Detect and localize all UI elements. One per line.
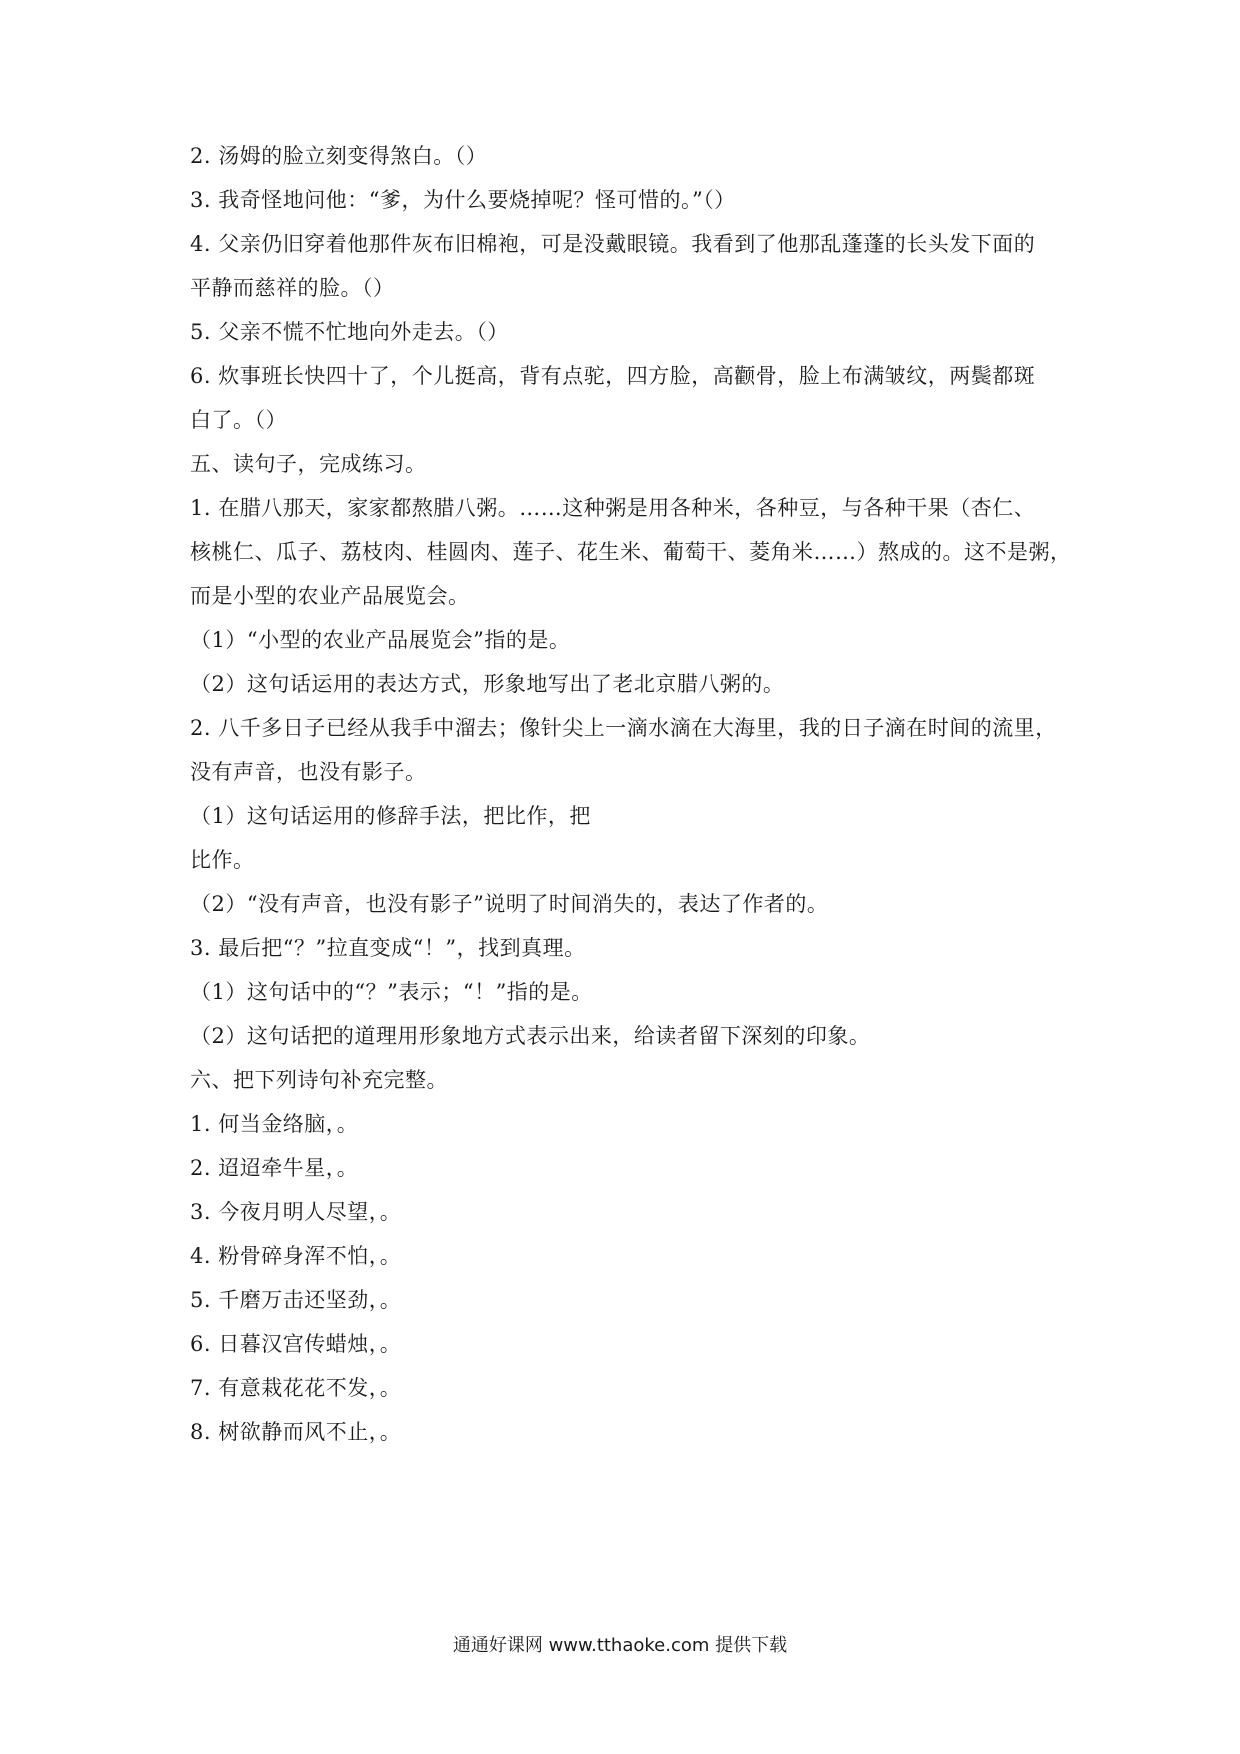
text-line: 平静而慈祥的脸。（） <box>190 276 395 300</box>
text-line: （1）“小型的农业产品展览会”指的是。 <box>190 628 571 652</box>
text-line: （1）这句话运用的修辞手法，把比作，把 <box>190 804 591 828</box>
text-line: 2. 迢迢牵牛星，。 <box>190 1156 359 1180</box>
text-line: 2. 八千多日子已经从我手中溜去；像针尖上一滴水滴在大海里，我的日子滴在时间的流里， <box>190 716 1057 740</box>
page-footer: 通通好课网 www.tthaoke.com 提供下载 <box>452 1635 788 1656</box>
text-line: 比作。 <box>190 848 255 872</box>
text-line: 5. 千磨万击还坚劲，。 <box>190 1288 402 1312</box>
text-line: 1. 何当金络脑，。 <box>190 1112 359 1136</box>
text-line: 1. 在腊八那天，家家都熬腊八粥。……这种粥是用各种米，各种豆，与各种干果（杏仁、 <box>190 496 1036 520</box>
text-line: 3. 今夜月明人尽望，。 <box>190 1200 402 1224</box>
text-line: 3. 我奇怪地问他：“爹，为什么要烧掉呢？怪可惜的。”（） <box>190 188 736 212</box>
text-line: 而是小型的农业产品展览会。 <box>190 584 470 608</box>
text-line: 4. 粉骨碎身浑不怕，。 <box>190 1244 402 1268</box>
text-line: 6. 日暮汉宫传蜡烛，。 <box>190 1332 402 1356</box>
text-line: 8. 树欲静而风不止，。 <box>190 1420 402 1444</box>
text-line: 白了。（） <box>190 408 287 432</box>
text-line: （1）这句话中的“？”表示；“！”指的是。 <box>190 980 593 1004</box>
text-line: 3. 最后把“？”拉直变成“！”，找到真理。 <box>190 936 586 960</box>
text-line: （2）“没有声音，也没有影子”说明了时间消失的，表达了作者的。 <box>190 892 829 916</box>
text-line: 五、读句子，完成练习。 <box>190 452 427 476</box>
text-line: 7. 有意栽花花不发，。 <box>190 1376 402 1400</box>
text-line: （2）这句话把的道理用形象地方式表示出来，给读者留下深刻的印象。 <box>190 1024 871 1048</box>
text-line: 2. 汤姆的脸立刻变得煞白。（） <box>190 144 488 168</box>
text-line: 六、把下列诗句补充完整。 <box>190 1068 448 1092</box>
text-line: 核桃仁、瓜子、荔枝肉、桂圆肉、莲子、花生米、葡萄干、菱角米……）熬成的。这不是粥， <box>190 540 1072 564</box>
text-line: 6. 炊事班长快四十了，个儿挺高，背有点驼，四方脸，高颧骨，脸上布满皱纹，两鬓都斑 <box>190 364 1036 388</box>
text-line: （2）这句话运用的表达方式，形象地写出了老北京腊八粥的。 <box>190 672 785 696</box>
text-line: 没有声音，也没有影子。 <box>190 760 427 784</box>
text-line: 4. 父亲仍旧穿着他那件灰布旧棉袍，可是没戴眼镜。我看到了他那乱蓬蓬的长头发下面的 <box>190 232 1036 256</box>
text-line: 5. 父亲不慌不忙地向外走去。（） <box>190 320 509 344</box>
